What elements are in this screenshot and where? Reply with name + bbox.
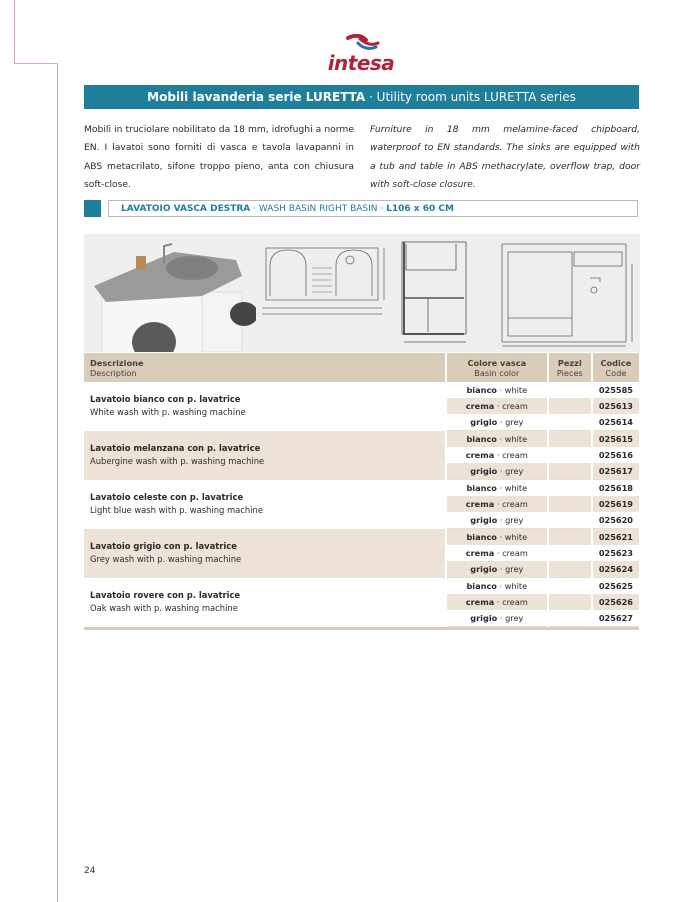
basin-color: grigio · grey bbox=[446, 512, 548, 529]
pieces-cell bbox=[548, 496, 592, 512]
table-header-row bbox=[84, 353, 639, 382]
product-code: 025620 bbox=[592, 512, 639, 529]
header-description: Descrizione Description bbox=[84, 353, 446, 382]
basin-color: grigio · grey bbox=[446, 463, 548, 480]
product-table bbox=[84, 353, 639, 627]
product-name-italian: Lavatoio grigio con p. lavatrice bbox=[90, 541, 237, 551]
basin-color: crema · cream bbox=[446, 447, 548, 463]
pieces-cell bbox=[548, 447, 592, 463]
intro-text-english: Furniture in 18 mm melamine-faced chipboard, waterproof to EN standards. The sinks are equipped with a tub and table in ABS methacrylate, overflow trap, door with soft-close closure. bbox=[370, 124, 640, 191]
product-name-english: Oak wash with p. washing machine bbox=[90, 603, 238, 613]
brand-logo bbox=[318, 34, 404, 80]
brand-name: intesa bbox=[327, 51, 395, 75]
pieces-cell bbox=[548, 414, 592, 431]
product-description bbox=[84, 431, 446, 480]
margin-decoration-line bbox=[14, 0, 15, 64]
technical-drawings bbox=[256, 234, 640, 352]
product-name-english: Light blue wash with p. washing machine bbox=[90, 505, 263, 515]
table-row bbox=[84, 431, 639, 448]
product-code: 025613 bbox=[592, 398, 639, 414]
product-name-english: Grey wash with p. washing machine bbox=[90, 554, 242, 564]
table-row bbox=[84, 578, 639, 595]
page-title-bar bbox=[84, 85, 639, 109]
table-bottom-rule bbox=[84, 627, 639, 630]
header-pieces: Pezzi Pieces bbox=[548, 353, 592, 382]
section-separator: · bbox=[250, 204, 259, 214]
basin-color: bianco · white bbox=[446, 480, 548, 497]
basin-color: bianco · white bbox=[446, 382, 548, 398]
product-code: 025623 bbox=[592, 545, 639, 561]
pieces-cell bbox=[548, 529, 592, 546]
pieces-cell bbox=[548, 431, 592, 448]
basin-color: bianco · white bbox=[446, 529, 548, 546]
product-code: 025625 bbox=[592, 578, 639, 595]
basin-color: crema · cream bbox=[446, 496, 548, 512]
pieces-cell bbox=[548, 561, 592, 578]
basin-color: grigio · grey bbox=[446, 610, 548, 627]
top-view-drawing bbox=[262, 248, 384, 314]
section-title-english: WASH BASIN RIGHT BASIN bbox=[258, 204, 378, 214]
margin-decoration-line bbox=[57, 63, 58, 902]
product-description bbox=[84, 382, 446, 431]
section-separator: · bbox=[377, 204, 387, 214]
basin-color: bianco · white bbox=[446, 578, 548, 595]
product-description bbox=[84, 480, 446, 529]
product-name-italian: Lavatoio melanzana con p. lavatrice bbox=[90, 443, 261, 453]
basin-color: crema · cream bbox=[446, 594, 548, 610]
wash-basin-photo-illustration bbox=[84, 234, 256, 352]
basin-color: grigio · grey bbox=[446, 414, 548, 431]
product-name-italian: Lavatoio rovere con p. lavatrice bbox=[90, 590, 241, 600]
product-code: 025614 bbox=[592, 414, 639, 431]
title-italian: Mobili lavanderia serie LURETTA bbox=[147, 90, 366, 104]
product-code: 025627 bbox=[592, 610, 639, 627]
table-row bbox=[84, 382, 639, 398]
product-name-italian: Lavatoio bianco con p. lavatrice bbox=[90, 394, 241, 405]
pieces-cell bbox=[548, 578, 592, 595]
header-basin-color: Colore vasca Basin color bbox=[446, 353, 548, 382]
pieces-cell bbox=[548, 463, 592, 480]
product-name-english: Aubergine wash with p. washing machine bbox=[90, 456, 265, 466]
pieces-cell bbox=[548, 398, 592, 414]
margin-decoration-line bbox=[14, 63, 58, 64]
pieces-cell bbox=[548, 610, 592, 627]
product-code: 025618 bbox=[592, 480, 639, 497]
product-photo bbox=[84, 234, 256, 352]
basin-color: crema · cream bbox=[446, 398, 548, 414]
pieces-cell bbox=[548, 594, 592, 610]
pieces-cell bbox=[548, 512, 592, 529]
intro-text-italian: Mobili in truciolare nobilitato da 18 mm, idrofughi a norme EN. I lavatoi sono forniti di vasca e tavola lavapanni in ABS metacrilato, sifone troppo pieno, anta con chiusura soft-close. bbox=[84, 124, 354, 191]
product-code: 025624 bbox=[592, 561, 639, 578]
section-title-italian: LAVATOIO VASCA DESTRA bbox=[121, 204, 251, 214]
product-code: 025619 bbox=[592, 496, 639, 512]
title-english: Utility room units LURETTA series bbox=[376, 90, 576, 104]
pieces-cell bbox=[548, 545, 592, 561]
pieces-cell bbox=[548, 382, 592, 398]
product-code: 025615 bbox=[592, 431, 639, 448]
section-heading bbox=[108, 200, 638, 217]
basin-color: bianco · white bbox=[446, 431, 548, 448]
product-code: 025626 bbox=[592, 594, 639, 610]
technical-drawing-illustrations bbox=[256, 234, 640, 352]
product-code: 025616 bbox=[592, 447, 639, 463]
section-marker bbox=[84, 200, 101, 217]
side-section-drawing bbox=[402, 242, 466, 342]
product-code: 025617 bbox=[592, 463, 639, 480]
basin-color: grigio · grey bbox=[446, 561, 548, 578]
front-view-drawing bbox=[502, 244, 632, 346]
product-name-english: White wash with p. washing machine bbox=[90, 407, 246, 418]
pieces-cell bbox=[548, 480, 592, 497]
product-description bbox=[84, 529, 446, 578]
product-name-italian: Lavatoio celeste con p. lavatrice bbox=[90, 492, 244, 502]
title-separator: · bbox=[365, 90, 377, 104]
header-code: Codice Code bbox=[592, 353, 639, 382]
product-code: 025621 bbox=[592, 529, 639, 546]
table-row bbox=[84, 529, 639, 546]
basin-color: crema · cream bbox=[446, 545, 548, 561]
table-row bbox=[84, 480, 639, 497]
section-size: L106 x 60 CM bbox=[386, 204, 454, 214]
page-number: 24 bbox=[84, 866, 96, 876]
product-code: 025585 bbox=[592, 382, 639, 398]
product-description bbox=[84, 578, 446, 627]
